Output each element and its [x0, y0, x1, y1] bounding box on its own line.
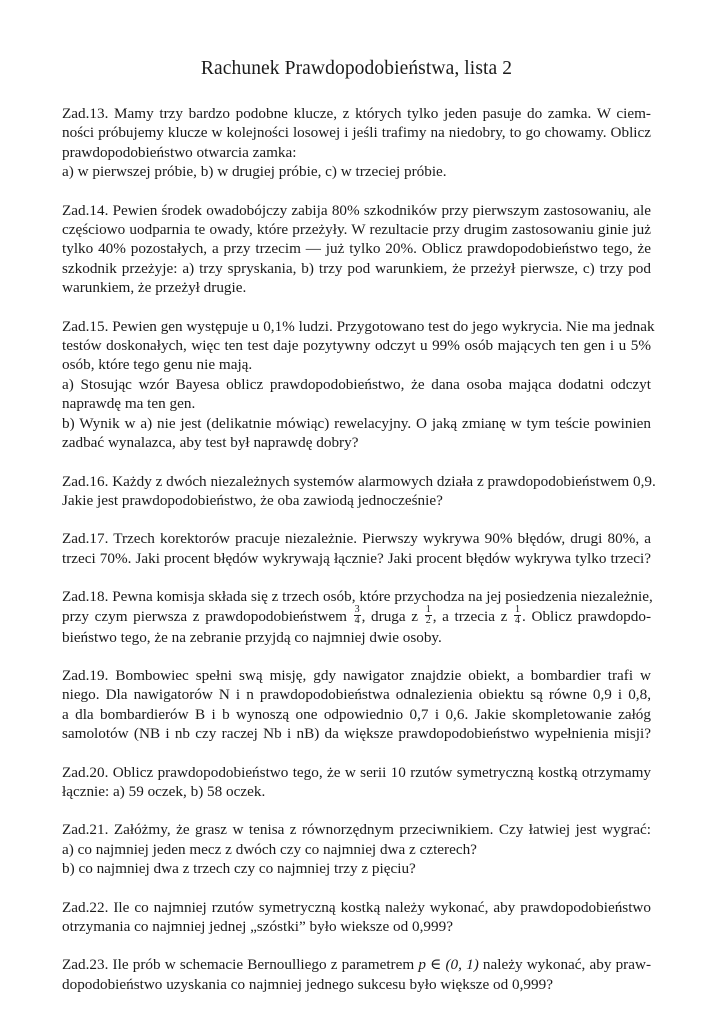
- problem-line: b) Wynik w a) nie jest (delikatnie mówiąc) rewelacyjny. O jaką zmianę w tym teście powinien: [62, 414, 651, 432]
- problem-line: a) co najmniej jeden mecz z dwóch czy co najmniej dwa z czterech?: [62, 840, 477, 858]
- problem-line: Zad.14. Pewien środek owadobójczy zabija 80% szkodników przy pierwszym zastosowaniu, ale: [62, 201, 651, 219]
- text-fragment: należy wykonać, aby praw-: [482, 956, 652, 974]
- problem-line: a dla bombardierów B i b wynoszą one odpowiednio 0,7 i 0,6. Jakie skompletowanie załóg: [62, 705, 651, 723]
- problem-14: [62, 201, 651, 298]
- math-expression: p ∈ (0, 1): [418, 956, 479, 974]
- problem-line: dopodobieństwo uzyskania co najmniej jednego sukcesu było większe od 0,999?: [62, 975, 553, 993]
- problem-line: trzeci 70%. Jaki procent błędów wykrywają łącznie? Jaki procent błędów wykrywa tylko trzeci?: [62, 549, 651, 567]
- fraction-numerator: 1: [515, 603, 521, 615]
- problem-line: tylko 40% pozostałych, a przy trzecim — już tylko 20%. Oblicz prawdopodobieństwo tego, że: [62, 240, 651, 258]
- problem-line: osób, które tego genu nie mają.: [62, 356, 253, 374]
- text-fragment: , a trzecia z: [432, 607, 508, 625]
- text-fragment: , druga z: [361, 607, 419, 625]
- problem-line: ności próbujemy klucze w kolejności losowej i jeśli trafimy na niedobry, to go chowamy. Oblicz: [62, 124, 651, 142]
- problem-line: warunkiem, że przeżył drugie.: [62, 279, 247, 297]
- problem-17: [62, 529, 651, 568]
- problem-22: [62, 898, 651, 937]
- document-title: Rachunek Prawdopodobieństwa, lista 2: [200, 58, 513, 79]
- problem-line-with-fractions: [62, 603, 652, 628]
- problem-18: [62, 587, 651, 647]
- problem-line: Zad.17. Trzech korektorów pracuje niezależnie. Pierwszy wykrywa 90% błędów, drugi 80%, a: [62, 530, 651, 548]
- problem-line: Zad.21. Załóżmy, że grasz w tenisa z równorzędnym przeciwnikiem. Czy łatwiej jest wygrać:: [62, 821, 651, 839]
- fraction-denominator: 4: [515, 614, 521, 626]
- document-page: [62, 58, 656, 1013]
- problem-line: szkodnik przeżyje: a) trzy spryskania, b) trzy pod warunkiem, że przeżył pierwsze, c) trzy pod: [62, 259, 651, 277]
- problem-line: częściowo uodparnia te owady, które przeżyły. W rezultacie przy drugim zastosowaniu ginie już: [62, 221, 651, 239]
- problem-line: prawdopodobieństwo otwarcia zamka:: [62, 143, 297, 161]
- fraction-three-quarters: [354, 605, 361, 626]
- problem-line: Zad.22. Ile co najmniej rzutów symetryczną kostką należy wykonać, aby prawdopodobieństwo: [62, 898, 651, 916]
- problem-line: Zad.13. Mamy trzy bardzo podobne klucze, z których tylko jeden pasuje do zamka. W ciem-: [62, 105, 651, 122]
- problem-line-with-math: [62, 955, 651, 974]
- fraction-numerator: 1: [425, 603, 431, 615]
- problem-line: zadbać wynalazca, aby test był naprawdę dobry?: [62, 434, 359, 452]
- fraction-denominator: 2: [425, 614, 431, 626]
- problem-line: a) w pierwszej próbie, b) w drugiej próbie, c) w trzeciej próbie.: [62, 163, 447, 181]
- problem-line: niego. Dla nawigatorów N i n prawdopodobieństwa odnalezienia obiektu są równe 0,9 i 0,8,: [62, 686, 651, 704]
- fraction-numerator: 3: [354, 603, 360, 615]
- problem-16: [62, 472, 656, 511]
- text-fragment: . Oblicz prawdopdo-: [522, 607, 652, 625]
- fraction-one-quarter: [514, 605, 521, 626]
- problem-line: Zad.16. Każdy z dwóch niezależnych systemów alarmowych działa z prawdopodobieństwem 0,9.: [62, 472, 656, 490]
- problem-21: [62, 820, 651, 878]
- problem-line: łącznie: a) 59 oczek, b) 58 oczek.: [62, 782, 266, 800]
- text-fragment: Zad.23. Ile prób w schemacie Bernoulliego z parametrem: [62, 956, 415, 974]
- problem-line: a) Stosując wzór Bayesa oblicz prawdopodobieństwo, że dana osoba mająca dodatni odczyt: [62, 375, 651, 393]
- problem-19: [62, 666, 651, 744]
- problem-line: bieństwo tego, że na zebranie przyjdą co najmniej dwie osoby.: [62, 628, 442, 646]
- problem-15: [62, 317, 655, 453]
- problem-line: otrzymania co najmniej jednej „szóstki” było wieksze od 0,999?: [62, 918, 453, 936]
- problem-line: Zad.15. Pewien gen występuje u 0,1% ludzi. Przygotowano test do jego wykrycia. Nie ma jednak: [62, 317, 655, 335]
- problem-line: Jakie jest prawdopodobieństwo, że oba zawiodą jednocześnie?: [62, 491, 443, 509]
- problem-line: Zad.20. Oblicz prawdopodobieństwo tego, że w serii 10 rzutów symetryczną kostką otrzymamy: [62, 763, 651, 781]
- problem-23: [62, 955, 651, 994]
- problem-line: Zad.18. Pewna komisja składa się z trzech osób, które przychodza na jej posiedzenia niezależnie,: [62, 588, 653, 606]
- problem-20: [62, 763, 651, 802]
- problem-line: testów doskonałych, więc ten test daje pozytywny odczyt u 99% osób mających ten gen i u 5%: [62, 337, 651, 355]
- fraction-one-half: [425, 605, 432, 626]
- fraction-denominator: 4: [354, 614, 360, 626]
- problem-line: naprawdę ma ten gen.: [62, 395, 196, 413]
- text-fragment: przy czym pierwsza z prawdopodobieństwem: [62, 607, 347, 625]
- problem-line: Zad.19. Bombowiec spełni swą misję, gdy nawigator znajdzie obiekt, a bombardier trafi w: [62, 666, 651, 684]
- problem-line: b) co najmniej dwa z trzech czy co najmniej trzy z pięciu?: [62, 860, 416, 878]
- problem-line: samolotów (NB i nb czy raczej Nb i nB) da większe prawdopodobieństwo wypełnienia misji?: [62, 725, 651, 743]
- problem-13: [62, 104, 651, 182]
